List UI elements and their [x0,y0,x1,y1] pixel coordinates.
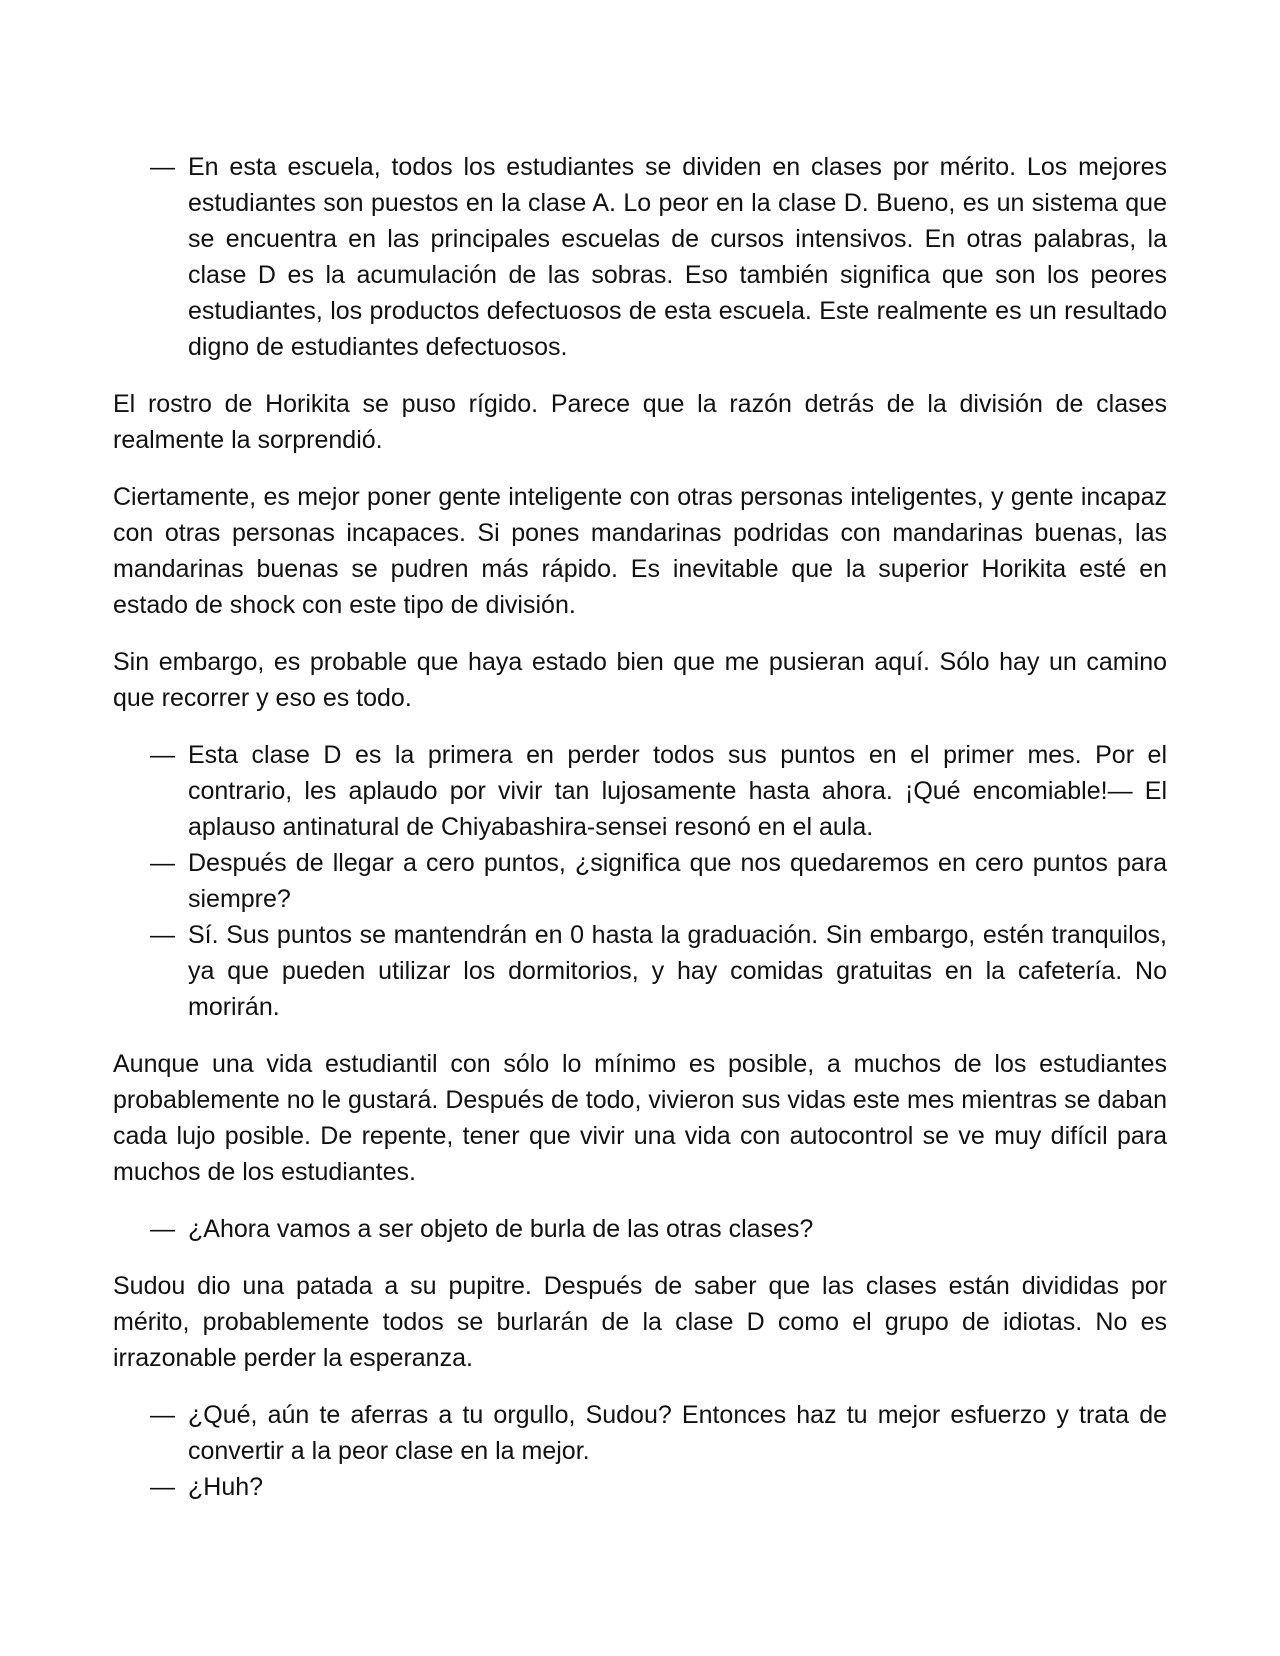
narration-paragraph: Sudou dio una patada a su pupitre. Después de saber que las clases están divididas por mérito, probablemente todos se burlarán de la clase D como el grupo de idiotas. No es irrazonable perder la esperanza. [113,1272,1167,1372]
dialogue-text: Sí. Sus puntos se mantendrán en 0 hasta la graduación. Sin embargo, estén tranquilos, ya que pueden utilizar los dormitorios, y hay comidas gratuitas en la cafetería. No morirán. [188,921,1167,1021]
dialogue-block [113,149,1167,365]
dialogue-text: ¿Ahora vamos a ser objeto de burla de las otras clases? [188,1215,814,1243]
em-dash: — [150,1401,175,1429]
dialogue-line [113,1469,1167,1505]
dialogue-line [113,845,1167,917]
em-dash: — [150,153,175,181]
em-dash: — [150,1215,175,1243]
dialogue-text: Después de llegar a cero puntos, ¿significa que nos quedaremos en cero puntos para siempre? [188,849,1167,913]
em-dash: — [150,921,175,949]
dialogue-line [113,917,1167,1025]
em-dash: — [150,1473,175,1501]
dialogue-block [113,1397,1167,1505]
dialogue-block [113,1211,1167,1247]
narration-paragraph: Aunque una vida estudiantil con sólo lo mínimo es posible, a muchos de los estudiantes probablemente no le gustará. Después de todo, vivieron sus vidas este mes mientras se daban cada lujo posible. De repente, tener que vivir una vida con autocontrol se ve muy difícil para muchos de los estudiantes. [113,1050,1167,1186]
dialogue-text: Esta clase D es la primera en perder todos sus puntos en el primer mes. Por el contrario, les aplaudo por vivir tan lujosamente hasta ahora. ¡Qué encomiable!— El aplauso antinatural de Chiyabashira-sensei resonó en el aula. [188,741,1167,841]
document-page [113,149,1167,1526]
narration-paragraph: Ciertamente, es mejor poner gente inteligente con otras personas inteligentes, y gente incapaz con otras personas incapaces. Si pones mandarinas podridas con mandarinas buenas, las mandarinas buenas se pudren más rápido. Es inevitable que la superior Horikita esté en estado de shock con este tipo de división. [113,483,1167,619]
dialogue-text: ¿Huh? [188,1473,264,1501]
dialogue-line [113,149,1167,365]
em-dash: — [150,849,175,877]
dialogue-line [113,1211,1167,1247]
em-dash: — [150,741,175,769]
dialogue-line [113,1397,1167,1469]
dialogue-line [113,737,1167,845]
dialogue-block [113,737,1167,1025]
narration-paragraph: Sin embargo, es probable que haya estado bien que me pusieran aquí. Sólo hay un camino que recorrer y eso es todo. [113,648,1167,712]
dialogue-text: En esta escuela, todos los estudiantes se dividen en clases por mérito. Los mejores estudiantes son puestos en la clase A. Lo peor en la clase D. Bueno, es un sistema que se encuentra en las principales escuelas de cursos intensivos. En otras palabras, la clase D es la acumulación de las sobras. Eso también significa que son los peores estudiantes, los productos defectuosos de esta escuela. Este realmente es un resultado digno de estudiantes defectuosos. [188,153,1167,361]
dialogue-text: ¿Qué, aún te aferras a tu orgullo, Sudou? Entonces haz tu mejor esfuerzo y trata de convertir a la peor clase en la mejor. [188,1401,1167,1465]
narration-paragraph: El rostro de Horikita se puso rígido. Parece que la razón detrás de la división de clases realmente la sorprendió. [113,390,1167,454]
